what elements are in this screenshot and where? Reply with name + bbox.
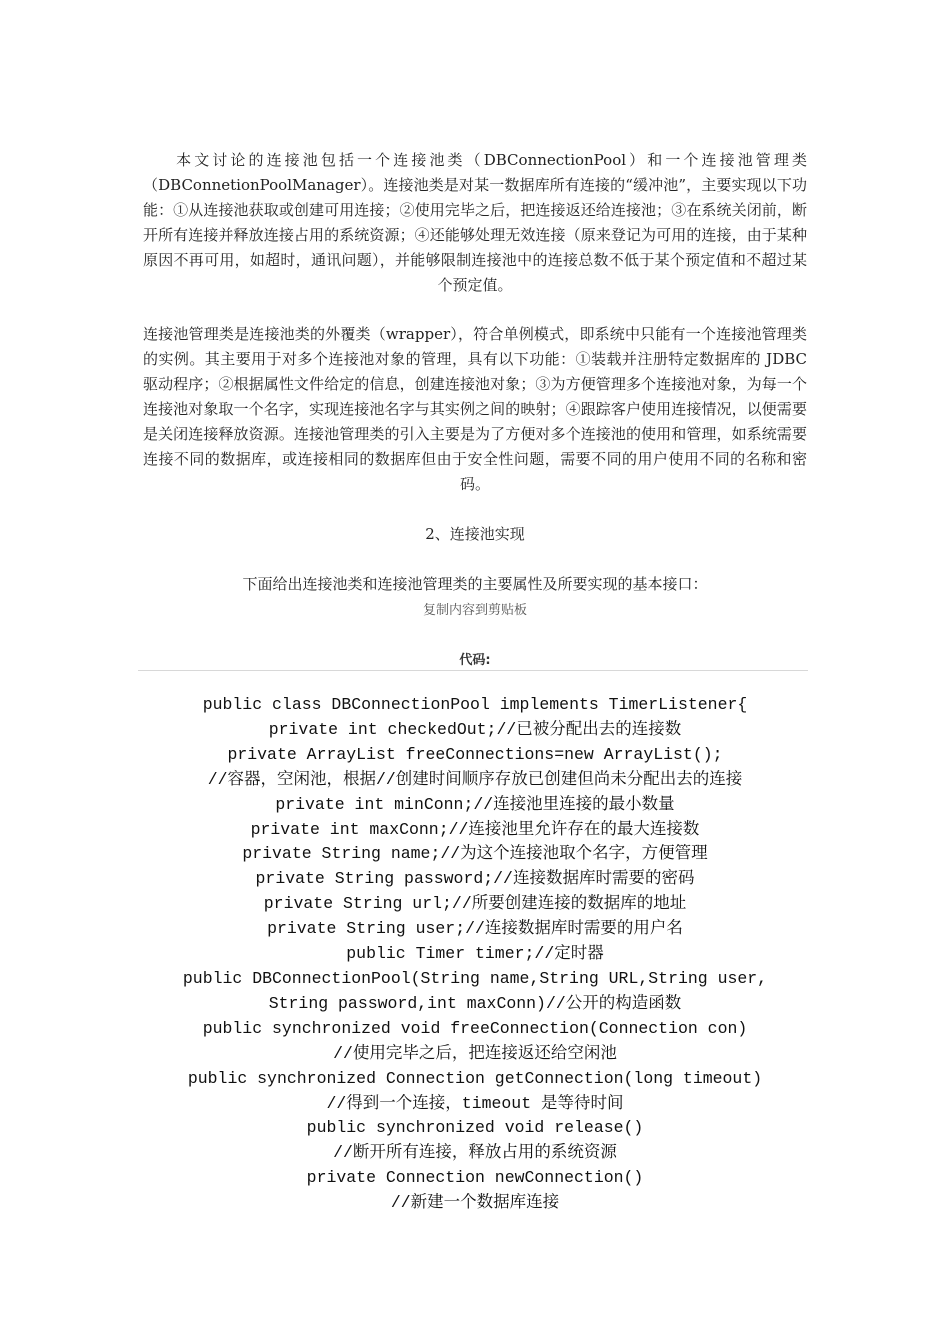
- intro-paragraph: [143, 148, 807, 298]
- code-line: public synchronized void release(): [306, 1118, 644, 1138]
- section-heading: 2、连接池实现: [425, 525, 525, 543]
- code-line: //得到一个连接，timeout 是等待时间: [326, 1093, 624, 1113]
- code-block: [143, 693, 807, 1216]
- copy-to-clipboard-link[interactable]: 复制内容到剪贴板: [422, 603, 527, 618]
- code-line: public synchronized void freeConnection(Connection con): [202, 1018, 748, 1038]
- code-line: //使用完毕之后，把连接返还给空闲池: [333, 1043, 617, 1063]
- code-line: private Connection newConnection(): [306, 1168, 644, 1188]
- code-intro-line: 下面给出连接池类和连接池管理类的主要属性及所要实现的基本接口：: [242, 575, 708, 593]
- code-line: private String url;//所要创建连接的数据库的地址: [263, 894, 687, 914]
- manager-paragraph-text: 连接池管理类是连接池类的外覆类（wrapper），符合单例模式，即系统中只能有一个连接池管理类的实例。其主要用于对多个连接池对象的管理，具有以下功能：①装载并注册特定数据库的 JDBC 驱动程序；②根据属性文件给定的信息，创建连接池对象；③为方便管理多个连接池对象，为每一个连接池对象取一个名字，实现连接池名字与其实例之间的映射；④跟踪客户使用连接情况，以便需要是关闭连接释放资源。连接池管理类的引入主要是为了方便对多个连接池的使用和管理，如系统需要连接不同的数据库，或连接相同的数据库但由于安全性问题，需要不同的用户使用不同的名称和密码。: [143, 325, 807, 493]
- code-line: private int checkedOut;//已被分配出去的连接数: [268, 719, 682, 739]
- code-line: //新建一个数据库连接: [390, 1193, 560, 1213]
- intro-paragraph-text: 本文讨论的连接池包括一个连接池类（DBConnectionPool）和一个连接池管理类（DBConnetionPoolManager）。连接池类是对某一数据库所有连接的“缓冲池”，主要实现以下功能：①从连接池获取或创建可用连接；②使用完毕之后，把连接返还给连接池；③在系统关闭前，断开所有连接并释放连接占用的系统资源；④还能够处理无效连接（原来登记为可用的连接，由于某种原因不再可用，如超时，通讯问题），并能够限制连接池中的连接总数不低于某个预定值和不超过某个预定值。: [143, 151, 807, 294]
- code-line: private int minConn;//连接池里连接的最小数量: [275, 794, 675, 814]
- code-line: public DBConnectionPool(String name,String URL,String user,: [182, 968, 768, 988]
- code-label: 代码:: [459, 653, 491, 668]
- code-line: private ArrayList freeConnections=new ArrayList();: [227, 744, 723, 764]
- code-line: public class DBConnectionPool implements TimerListener{: [202, 695, 748, 714]
- code-line: private String user;//连接数据库时需要的用户名: [267, 919, 683, 939]
- code-line: String password,int maxConn)//公开的构造函数: [268, 993, 682, 1013]
- code-line: private String password;//连接数据库时需要的密码: [255, 869, 695, 889]
- code-line: private String name;//为这个连接池取个名字，方便管理: [242, 844, 708, 864]
- code-line: public Timer timer;//定时器: [346, 944, 604, 964]
- manager-paragraph: [143, 322, 807, 497]
- code-line: public synchronized Connection getConnection(long timeout): [187, 1068, 763, 1088]
- code-line: //容器，空闲池，根据//创建时间顺序存放已创建但尚未分配出去的连接: [207, 769, 743, 789]
- code-line: private int maxConn;//连接池里允许存在的最大连接数: [250, 819, 700, 839]
- code-divider: [138, 670, 808, 671]
- code-line: //断开所有连接，释放占用的系统资源: [333, 1143, 617, 1163]
